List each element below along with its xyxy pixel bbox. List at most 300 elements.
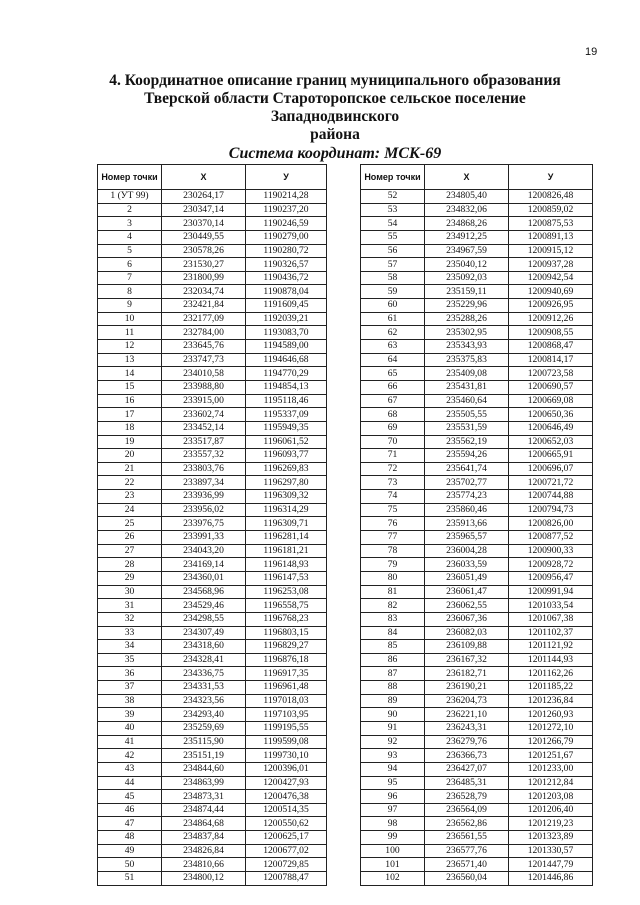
y-coordinate-cell: 1201212,84 <box>509 776 593 790</box>
x-coordinate-cell: 235965,57 <box>425 531 509 545</box>
table-row <box>98 667 327 681</box>
x-coordinate-cell: 236109,88 <box>425 640 509 654</box>
x-coordinate-cell: 236561,55 <box>425 831 509 845</box>
point-number-cell: 61 <box>361 312 425 326</box>
y-coordinate-cell: 1190326,57 <box>246 258 327 272</box>
y-coordinate-cell: 1194770,29 <box>246 367 327 381</box>
table-row <box>361 681 593 695</box>
x-coordinate-cell: 234800,12 <box>162 872 246 886</box>
header-y: У <box>246 165 327 190</box>
y-coordinate-cell: 1200788,47 <box>246 872 327 886</box>
y-coordinate-cell: 1201144,93 <box>509 653 593 667</box>
point-number-cell: 59 <box>361 285 425 299</box>
x-coordinate-cell: 236221,10 <box>425 708 509 722</box>
y-coordinate-cell: 1201260,93 <box>509 708 593 722</box>
table-row <box>361 817 593 831</box>
point-number-cell: 24 <box>98 503 162 517</box>
table-row <box>98 776 327 790</box>
x-coordinate-cell: 235115,90 <box>162 735 246 749</box>
x-coordinate-cell: 234863,99 <box>162 776 246 790</box>
table-row <box>98 790 327 804</box>
title-line-2: Тверской области Староторопское сельское поселение Западнодвинского <box>144 90 526 125</box>
table-row <box>361 544 593 558</box>
table-row <box>98 449 327 463</box>
point-number-cell: 87 <box>361 667 425 681</box>
table-row <box>361 585 593 599</box>
y-coordinate-cell: 1196803,15 <box>246 626 327 640</box>
x-coordinate-cell: 235343,93 <box>425 340 509 354</box>
y-coordinate-cell: 1196314,29 <box>246 503 327 517</box>
table-row <box>361 803 593 817</box>
y-coordinate-cell: 1200912,26 <box>509 312 593 326</box>
table-row <box>98 380 327 394</box>
x-coordinate-cell: 233452,14 <box>162 421 246 435</box>
table-row <box>361 421 593 435</box>
y-coordinate-cell: 1196148,93 <box>246 558 327 572</box>
header-x: Х <box>162 165 246 190</box>
point-number-cell: 47 <box>98 817 162 831</box>
table-row <box>361 190 593 204</box>
y-coordinate-cell: 1191609,45 <box>246 299 327 313</box>
y-coordinate-cell: 1194589,00 <box>246 340 327 354</box>
table-row <box>361 312 593 326</box>
y-coordinate-cell: 1200900,33 <box>509 544 593 558</box>
x-coordinate-cell: 234328,41 <box>162 653 246 667</box>
y-coordinate-cell: 1200991,94 <box>509 585 593 599</box>
y-coordinate-cell: 1195337,09 <box>246 408 327 422</box>
point-number-cell: 38 <box>98 694 162 708</box>
table-row <box>98 762 327 776</box>
y-coordinate-cell: 1200794,73 <box>509 503 593 517</box>
point-number-cell: 45 <box>98 790 162 804</box>
y-coordinate-cell: 1190280,72 <box>246 244 327 258</box>
table-row <box>361 694 593 708</box>
point-number-cell: 28 <box>98 558 162 572</box>
table-row <box>361 490 593 504</box>
title-line-1: 4. Координатное описание границ муниципального образования <box>109 72 561 89</box>
x-coordinate-cell: 230264,17 <box>162 190 246 204</box>
table-row <box>98 681 327 695</box>
table-row <box>361 531 593 545</box>
y-coordinate-cell: 1196917,35 <box>246 667 327 681</box>
x-coordinate-cell: 236560,04 <box>425 872 509 886</box>
y-coordinate-cell: 1201323,89 <box>509 831 593 845</box>
y-coordinate-cell: 1200665,91 <box>509 449 593 463</box>
table-row <box>361 858 593 872</box>
y-coordinate-cell: 1196181,21 <box>246 544 327 558</box>
y-coordinate-cell: 1193083,70 <box>246 326 327 340</box>
table-row <box>361 271 593 285</box>
point-number-cell: 77 <box>361 531 425 545</box>
x-coordinate-cell: 233956,02 <box>162 503 246 517</box>
table-row <box>98 285 327 299</box>
x-coordinate-cell: 236564,09 <box>425 803 509 817</box>
x-coordinate-cell: 233976,75 <box>162 517 246 531</box>
table-row <box>361 721 593 735</box>
y-coordinate-cell: 1195949,35 <box>246 421 327 435</box>
table-row <box>361 462 593 476</box>
point-number-cell: 34 <box>98 640 162 654</box>
table-row <box>98 831 327 845</box>
table-row <box>361 258 593 272</box>
point-number-cell: 81 <box>361 585 425 599</box>
y-coordinate-cell: 1196253,08 <box>246 585 327 599</box>
x-coordinate-cell: 235913,66 <box>425 517 509 531</box>
x-coordinate-cell: 236279,76 <box>425 735 509 749</box>
point-number-cell: 73 <box>361 476 425 490</box>
y-coordinate-cell: 1201330,57 <box>509 844 593 858</box>
x-coordinate-cell: 235460,64 <box>425 394 509 408</box>
point-number-cell: 26 <box>98 531 162 545</box>
y-coordinate-cell: 1197103,95 <box>246 708 327 722</box>
table-row <box>361 449 593 463</box>
y-coordinate-cell: 1200891,13 <box>509 230 593 244</box>
y-coordinate-cell: 1196061,52 <box>246 435 327 449</box>
y-coordinate-cell: 1190214,28 <box>246 190 327 204</box>
point-number-cell: 100 <box>361 844 425 858</box>
point-number-cell: 101 <box>361 858 425 872</box>
y-coordinate-cell: 1200875,53 <box>509 217 593 231</box>
y-coordinate-cell: 1196297,80 <box>246 476 327 490</box>
point-number-cell: 60 <box>361 299 425 313</box>
x-coordinate-cell: 235594,26 <box>425 449 509 463</box>
table-row <box>98 544 327 558</box>
table-row <box>361 435 593 449</box>
header-point-number: Номер точки <box>361 165 425 190</box>
point-number-cell: 29 <box>98 571 162 585</box>
x-coordinate-cell: 236062,55 <box>425 599 509 613</box>
y-coordinate-cell: 1201162,26 <box>509 667 593 681</box>
x-coordinate-cell: 232421,84 <box>162 299 246 313</box>
point-number-cell: 67 <box>361 394 425 408</box>
table-row <box>98 476 327 490</box>
x-coordinate-cell: 236061,47 <box>425 585 509 599</box>
x-coordinate-cell: 234529,46 <box>162 599 246 613</box>
y-coordinate-cell: 1196093,77 <box>246 449 327 463</box>
point-number-cell: 27 <box>98 544 162 558</box>
table-row <box>98 749 327 763</box>
x-coordinate-cell: 235375,83 <box>425 353 509 367</box>
x-coordinate-cell: 234874,44 <box>162 803 246 817</box>
x-coordinate-cell: 234293,40 <box>162 708 246 722</box>
point-number-cell: 20 <box>98 449 162 463</box>
x-coordinate-cell: 234832,06 <box>425 203 509 217</box>
y-coordinate-cell: 1201121,92 <box>509 640 593 654</box>
table-row <box>361 844 593 858</box>
table-row <box>98 517 327 531</box>
x-coordinate-cell: 236190,21 <box>425 681 509 695</box>
x-coordinate-cell: 230347,14 <box>162 203 246 217</box>
y-coordinate-cell: 1199730,10 <box>246 749 327 763</box>
x-coordinate-cell: 234967,59 <box>425 244 509 258</box>
x-coordinate-cell: 230578,26 <box>162 244 246 258</box>
x-coordinate-cell: 235702,77 <box>425 476 509 490</box>
point-number-cell: 82 <box>361 599 425 613</box>
point-number-cell: 7 <box>98 271 162 285</box>
point-number-cell: 85 <box>361 640 425 654</box>
y-coordinate-cell: 1200669,08 <box>509 394 593 408</box>
table-row <box>98 653 327 667</box>
y-coordinate-cell: 1201203,08 <box>509 790 593 804</box>
table-row <box>98 858 327 872</box>
x-coordinate-cell: 235860,46 <box>425 503 509 517</box>
table-row <box>361 708 593 722</box>
point-number-cell: 79 <box>361 558 425 572</box>
x-coordinate-cell: 235641,74 <box>425 462 509 476</box>
table-row <box>361 776 593 790</box>
point-number-cell: 89 <box>361 694 425 708</box>
point-number-cell: 46 <box>98 803 162 817</box>
point-number-cell: 93 <box>361 749 425 763</box>
point-number-cell: 69 <box>361 421 425 435</box>
x-coordinate-cell: 236067,36 <box>425 612 509 626</box>
y-coordinate-cell: 1196829,27 <box>246 640 327 654</box>
x-coordinate-cell: 233897,34 <box>162 476 246 490</box>
y-coordinate-cell: 1200826,00 <box>509 517 593 531</box>
point-number-cell: 80 <box>361 571 425 585</box>
table-row <box>98 803 327 817</box>
table-row <box>98 585 327 599</box>
point-number-cell: 8 <box>98 285 162 299</box>
table-row <box>361 217 593 231</box>
x-coordinate-cell: 236427,07 <box>425 762 509 776</box>
y-coordinate-cell: 1196768,23 <box>246 612 327 626</box>
x-coordinate-cell: 236204,73 <box>425 694 509 708</box>
x-coordinate-cell: 234826,84 <box>162 844 246 858</box>
y-coordinate-cell: 1200625,17 <box>246 831 327 845</box>
y-coordinate-cell: 1200908,55 <box>509 326 593 340</box>
point-number-cell: 52 <box>361 190 425 204</box>
point-number-cell: 57 <box>361 258 425 272</box>
y-coordinate-cell: 1200877,52 <box>509 531 593 545</box>
y-coordinate-cell: 1200690,57 <box>509 380 593 394</box>
table-row <box>98 721 327 735</box>
x-coordinate-cell: 231530,27 <box>162 258 246 272</box>
x-coordinate-cell: 234323,56 <box>162 694 246 708</box>
point-number-cell: 1 (УТ 99) <box>98 190 162 204</box>
point-number-cell: 84 <box>361 626 425 640</box>
table-row <box>98 735 327 749</box>
x-coordinate-cell: 234307,49 <box>162 626 246 640</box>
x-coordinate-cell: 233602,74 <box>162 408 246 422</box>
point-number-cell: 21 <box>98 462 162 476</box>
x-coordinate-cell: 236033,59 <box>425 558 509 572</box>
y-coordinate-cell: 1190237,20 <box>246 203 327 217</box>
x-coordinate-cell: 236004,28 <box>425 544 509 558</box>
point-number-cell: 90 <box>361 708 425 722</box>
point-number-cell: 94 <box>361 762 425 776</box>
table-row <box>98 353 327 367</box>
y-coordinate-cell: 1200476,38 <box>246 790 327 804</box>
point-number-cell: 68 <box>361 408 425 422</box>
y-coordinate-cell: 1201219,23 <box>509 817 593 831</box>
point-number-cell: 22 <box>98 476 162 490</box>
table-row <box>361 626 593 640</box>
table-row <box>98 258 327 272</box>
point-number-cell: 56 <box>361 244 425 258</box>
table-row <box>361 380 593 394</box>
x-coordinate-cell: 234837,84 <box>162 831 246 845</box>
x-coordinate-cell: 235562,19 <box>425 435 509 449</box>
point-number-cell: 16 <box>98 394 162 408</box>
point-number-cell: 18 <box>98 421 162 435</box>
table-row <box>98 462 327 476</box>
x-coordinate-cell: 233517,87 <box>162 435 246 449</box>
point-number-cell: 9 <box>98 299 162 313</box>
point-number-cell: 49 <box>98 844 162 858</box>
x-coordinate-cell: 236571,40 <box>425 858 509 872</box>
table-row <box>361 476 593 490</box>
y-coordinate-cell: 1201447,79 <box>509 858 593 872</box>
table-row <box>98 326 327 340</box>
table-row <box>361 285 593 299</box>
x-coordinate-cell: 234336,75 <box>162 667 246 681</box>
table-row <box>361 667 593 681</box>
point-number-cell: 58 <box>361 271 425 285</box>
y-coordinate-cell: 1200826,48 <box>509 190 593 204</box>
point-number-cell: 2 <box>98 203 162 217</box>
table-row <box>98 230 327 244</box>
table-row <box>98 340 327 354</box>
point-number-cell: 62 <box>361 326 425 340</box>
table-row <box>98 435 327 449</box>
x-coordinate-cell: 234844,60 <box>162 762 246 776</box>
y-coordinate-cell: 1200396,01 <box>246 762 327 776</box>
x-coordinate-cell: 234568,96 <box>162 585 246 599</box>
table-row <box>361 612 593 626</box>
table-row <box>361 203 593 217</box>
x-coordinate-cell: 232034,74 <box>162 285 246 299</box>
table-row <box>98 490 327 504</box>
y-coordinate-cell: 1190279,00 <box>246 230 327 244</box>
point-number-cell: 86 <box>361 653 425 667</box>
point-number-cell: 30 <box>98 585 162 599</box>
y-coordinate-cell: 1200814,17 <box>509 353 593 367</box>
x-coordinate-cell: 234298,55 <box>162 612 246 626</box>
table-row <box>98 367 327 381</box>
x-coordinate-cell: 233557,32 <box>162 449 246 463</box>
table-row <box>98 408 327 422</box>
y-coordinate-cell: 1194646,68 <box>246 353 327 367</box>
point-number-cell: 10 <box>98 312 162 326</box>
table-row <box>361 749 593 763</box>
x-coordinate-cell: 233991,33 <box>162 531 246 545</box>
point-number-cell: 66 <box>361 380 425 394</box>
point-number-cell: 19 <box>98 435 162 449</box>
table-row <box>98 203 327 217</box>
y-coordinate-cell: 1196147,53 <box>246 571 327 585</box>
y-coordinate-cell: 1196961,48 <box>246 681 327 695</box>
table-row <box>361 326 593 340</box>
x-coordinate-cell: 235159,11 <box>425 285 509 299</box>
point-number-cell: 65 <box>361 367 425 381</box>
point-number-cell: 14 <box>98 367 162 381</box>
table-row <box>361 340 593 354</box>
table-row <box>98 599 327 613</box>
point-number-cell: 41 <box>98 735 162 749</box>
table-row <box>98 531 327 545</box>
coordinate-system-subtitle: Система координат: МСК-69 <box>228 145 442 162</box>
y-coordinate-cell: 1200652,03 <box>509 435 593 449</box>
table-row <box>98 640 327 654</box>
x-coordinate-cell: 235040,12 <box>425 258 509 272</box>
x-coordinate-cell: 235431,81 <box>425 380 509 394</box>
table-row <box>98 244 327 258</box>
y-coordinate-cell: 1200928,72 <box>509 558 593 572</box>
x-coordinate-cell: 235151,19 <box>162 749 246 763</box>
table-row <box>98 612 327 626</box>
y-coordinate-cell: 1196309,32 <box>246 490 327 504</box>
x-coordinate-cell: 234805,40 <box>425 190 509 204</box>
y-coordinate-cell: 1201233,00 <box>509 762 593 776</box>
x-coordinate-cell: 234912,25 <box>425 230 509 244</box>
y-coordinate-cell: 1200721,72 <box>509 476 593 490</box>
point-number-cell: 97 <box>361 803 425 817</box>
point-number-cell: 33 <box>98 626 162 640</box>
y-coordinate-cell: 1200729,85 <box>246 858 327 872</box>
table-row <box>361 408 593 422</box>
point-number-cell: 71 <box>361 449 425 463</box>
table-row <box>361 503 593 517</box>
point-number-cell: 55 <box>361 230 425 244</box>
y-coordinate-cell: 1200427,93 <box>246 776 327 790</box>
y-coordinate-cell: 1200937,28 <box>509 258 593 272</box>
point-number-cell: 88 <box>361 681 425 695</box>
point-number-cell: 50 <box>98 858 162 872</box>
x-coordinate-cell: 233747,73 <box>162 353 246 367</box>
table-header-row <box>361 165 593 190</box>
point-number-cell: 48 <box>98 831 162 845</box>
table-row <box>361 653 593 667</box>
x-coordinate-cell: 235259,69 <box>162 721 246 735</box>
x-coordinate-cell: 236051,49 <box>425 571 509 585</box>
y-coordinate-cell: 1196876,18 <box>246 653 327 667</box>
point-number-cell: 3 <box>98 217 162 231</box>
x-coordinate-cell: 232784,00 <box>162 326 246 340</box>
point-number-cell: 4 <box>98 230 162 244</box>
x-coordinate-cell: 234868,26 <box>425 217 509 231</box>
point-number-cell: 78 <box>361 544 425 558</box>
x-coordinate-cell: 235302,95 <box>425 326 509 340</box>
y-coordinate-cell: 1200744,88 <box>509 490 593 504</box>
y-coordinate-cell: 1195118,46 <box>246 394 327 408</box>
x-coordinate-cell: 234169,14 <box>162 558 246 572</box>
header-point-number: Номер точки <box>98 165 162 190</box>
table-row <box>361 394 593 408</box>
x-coordinate-cell: 235409,08 <box>425 367 509 381</box>
point-number-cell: 76 <box>361 517 425 531</box>
y-coordinate-cell: 1190436,72 <box>246 271 327 285</box>
table-row <box>98 817 327 831</box>
point-number-cell: 42 <box>98 749 162 763</box>
point-number-cell: 102 <box>361 872 425 886</box>
table-row <box>361 353 593 367</box>
y-coordinate-cell: 1196309,71 <box>246 517 327 531</box>
table-row <box>98 312 327 326</box>
x-coordinate-cell: 234331,53 <box>162 681 246 695</box>
x-coordinate-cell: 235229,96 <box>425 299 509 313</box>
point-number-cell: 40 <box>98 721 162 735</box>
point-number-cell: 43 <box>98 762 162 776</box>
table-row <box>361 640 593 654</box>
page-number: 19 <box>585 46 598 58</box>
point-number-cell: 37 <box>98 681 162 695</box>
x-coordinate-cell: 235288,26 <box>425 312 509 326</box>
point-number-cell: 36 <box>98 667 162 681</box>
y-coordinate-cell: 1201236,84 <box>509 694 593 708</box>
y-coordinate-cell: 1196269,83 <box>246 462 327 476</box>
table-row <box>361 517 593 531</box>
